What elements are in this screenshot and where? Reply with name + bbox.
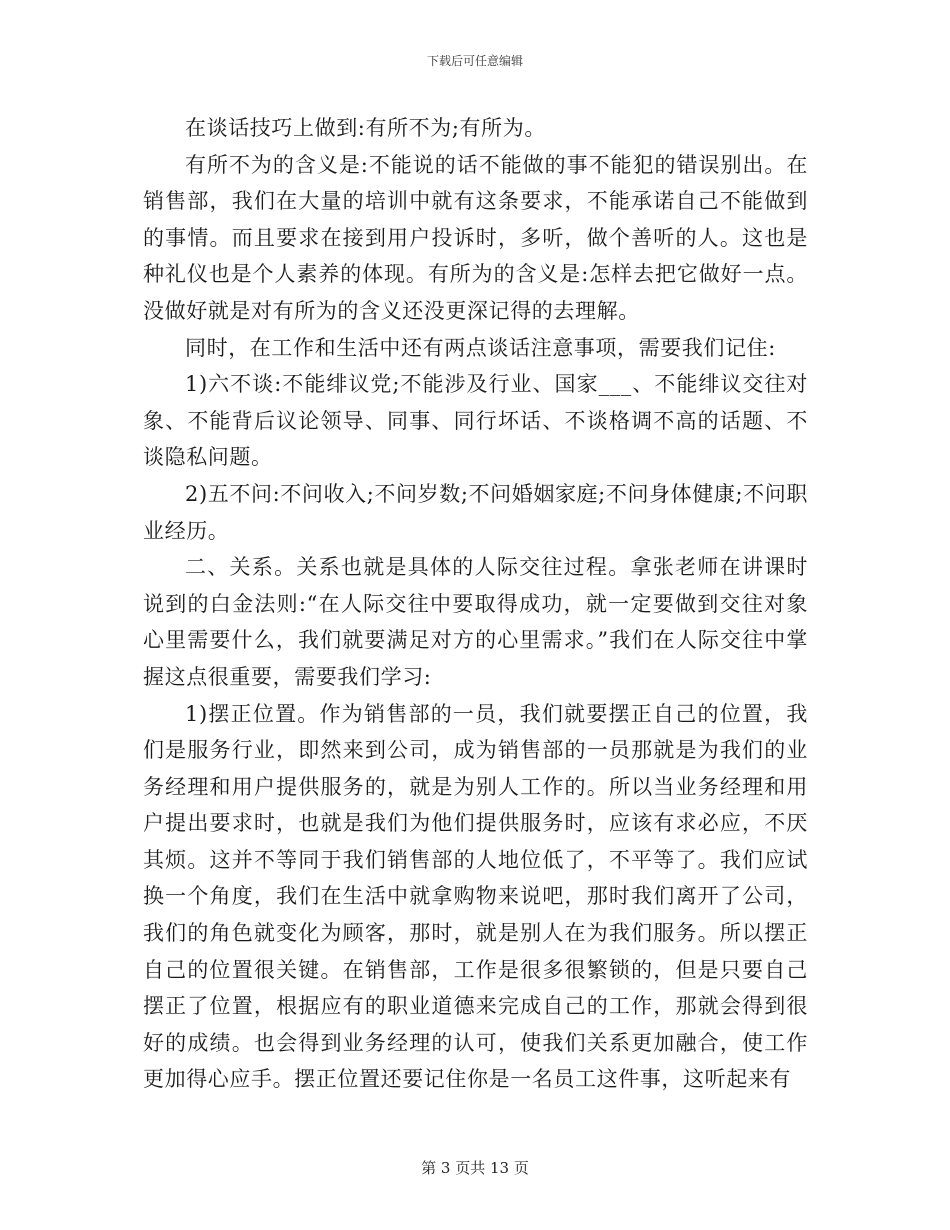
page-footer: 第 3 页共 13 页 (421, 1159, 529, 1177)
paragraph-1: 在谈话技巧上做到:有所不为;有所为。 (185, 116, 546, 140)
document-body (143, 110, 808, 1098)
page-header: 下载后可任意编辑 (426, 54, 523, 68)
paragraph-6: 二、关系。关系也就是具体的人际交往过程。拿张老师在讲课时说到的白金法则:“在人际交往中要取得成功，就一定要做到交往对象心里需要什么，我们就要满足对方的心里需求。”我们在人际交往中掌握这点很重要，需要我们学习: (143, 555, 808, 689)
paragraph-2: 有所不为的含义是:不能说的话不能做的事不能犯的错误别出。在销售部，我们在大量的培训中就有这条要求，不能承诺自己不能做到的事情。而且要求在接到用户投诉时，多听，做个善听的人。这也是种礼仪也是个人素养的体现。有所为的含义是:怎样去把它做好一点。没做好就是对有所为的含义还没更深记得的去理解。 (143, 152, 808, 323)
paragraph-7: 1)摆正位置。作为销售部的一员，我们就要摆正自己的位置，我们是服务行业，即然来到公司，成为销售部的一员那就是为我们的业务经理和用户提供服务的，就是为别人工作的。所以当业务经理和用户提出要求时，也就是我们为他们提供服务时，应该有求必应，不厌其烦。这并不等同于我们销售部的人地位低了，不平等了。我们应试换一个角度，我们在生活中就拿购物来说吧，那时我们离开了公司，我们的角色就变化为顾客，那时，就是别人在为我们服务。所以摆正自己的位置很关键。在销售部，工作是很多很繁锁的，但是只要自己摆正了位置，根据应有的职业道德来完成自己的工作，那就会得到很好的成绩。也会得到业务经理的认可，使我们关系更加融合，使工作更加得心应手。摆正位置还要记住你是一名员工这件事，这听起来有 (143, 701, 808, 1092)
paragraph-4: 1)六不谈:不能绯议党;不能涉及行业、国家___、不能绯议交往对象、不能背后议论领导、同事、同行坏话、不谈格调不高的话题、不谈隐私问题。 (143, 372, 808, 470)
paragraph-3: 同时，在工作和生活中还有两点谈话注意事项，需要我们记住: (185, 335, 776, 360)
paragraph-5: 2)五不问:不问收入;不问岁数;不问婚姻家庭;不问身体健康;不问职业经历。 (143, 481, 808, 543)
